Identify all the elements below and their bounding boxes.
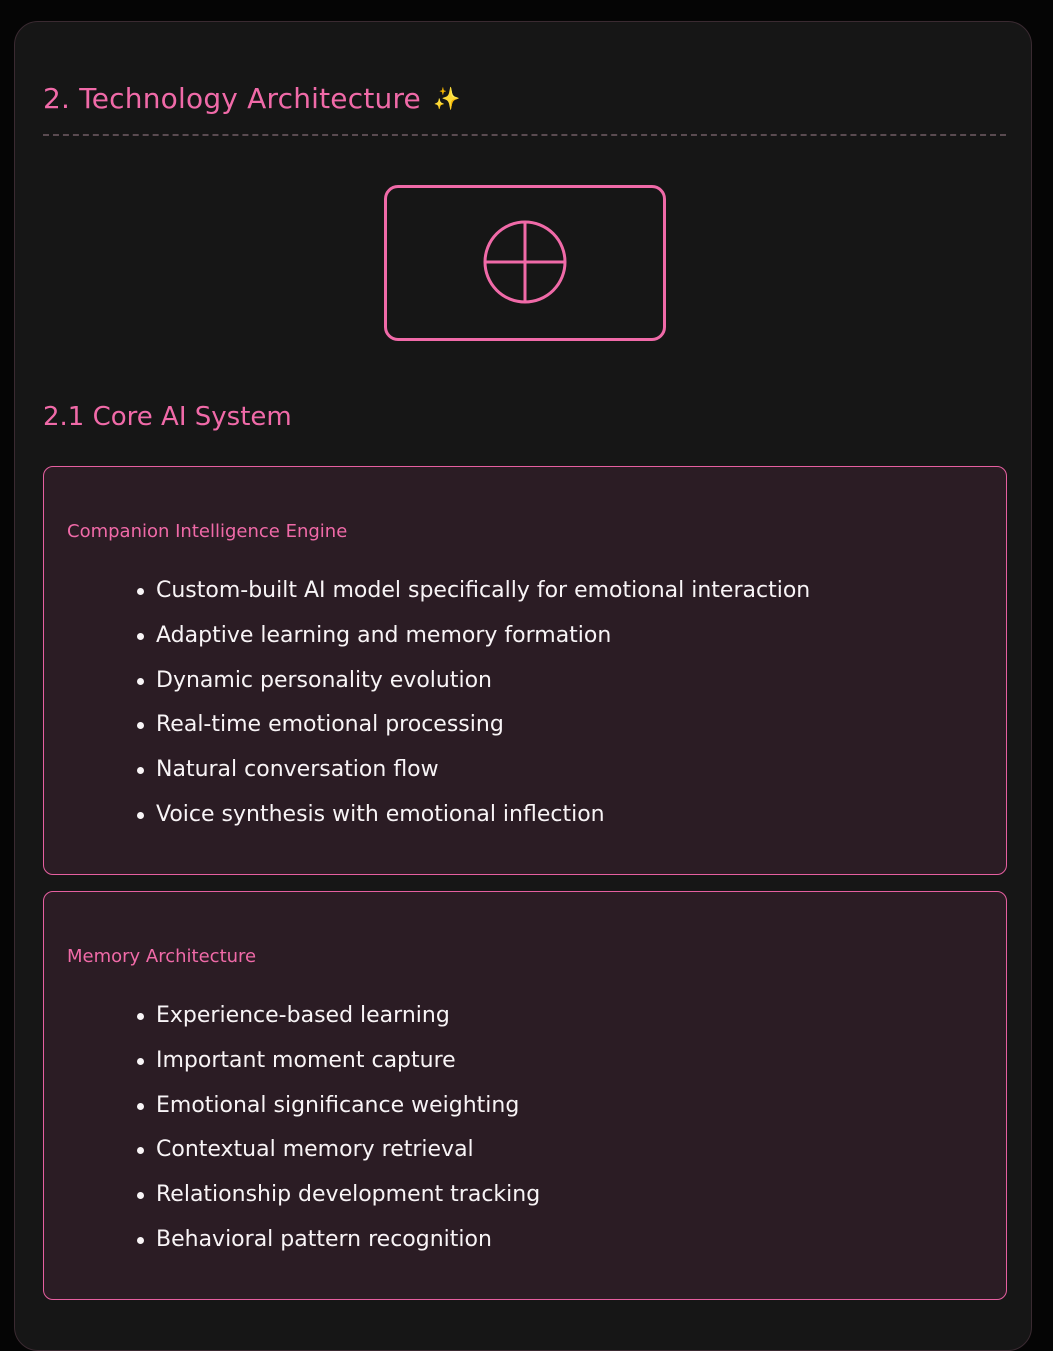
list-item: Custom-built AI model specifically for emotional interaction bbox=[134, 569, 810, 614]
list-item: Important moment capture bbox=[134, 1039, 540, 1084]
list-item: Adaptive learning and memory formation bbox=[134, 614, 810, 659]
section-divider bbox=[43, 134, 1006, 136]
list-item: Emotional significance weighting bbox=[134, 1084, 540, 1129]
architecture-diagram bbox=[384, 185, 666, 341]
list-item: Behavioral pattern recognition bbox=[134, 1218, 540, 1263]
globe-icon bbox=[483, 220, 567, 304]
list-item: Contextual memory retrieval bbox=[134, 1128, 540, 1173]
list-item: Real-time emotional processing bbox=[134, 703, 810, 748]
section-title bbox=[43, 82, 461, 115]
list-item: Voice synthesis with emotional inflection bbox=[134, 793, 810, 838]
list-item: Relationship development tracking bbox=[134, 1173, 540, 1218]
list-item: Dynamic personality evolution bbox=[134, 659, 810, 704]
list-item: Natural conversation flow bbox=[134, 748, 810, 793]
feature-list bbox=[134, 569, 810, 838]
card-heading: Memory Architecture bbox=[67, 946, 257, 967]
companion-intelligence-card bbox=[43, 466, 1007, 875]
memory-architecture-card bbox=[43, 891, 1007, 1300]
feature-list bbox=[134, 994, 540, 1263]
section-title-text: 2. Technology Architecture bbox=[43, 82, 421, 115]
document-panel bbox=[14, 21, 1032, 1351]
sparkles-icon: ✨ bbox=[432, 87, 461, 112]
card-heading: Companion Intelligence Engine bbox=[67, 521, 348, 542]
list-item: Experience-based learning bbox=[134, 994, 540, 1039]
subsection-title: 2.1 Core AI System bbox=[43, 402, 292, 432]
